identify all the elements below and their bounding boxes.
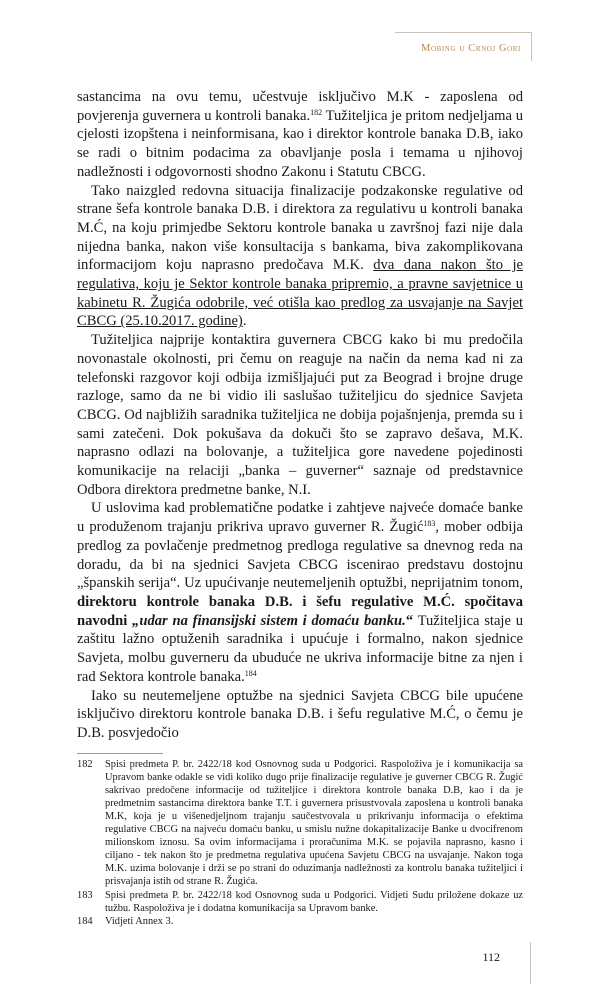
bold-text: “ <box>405 612 414 629</box>
footnote-number: 182 <box>77 758 93 770</box>
text-run: sastancima na ovu temu, učestvuje isključivo M.K - zaposlena od povjerenja guvernera u kontroli banaka. <box>77 89 523 124</box>
footnote <box>77 915 523 928</box>
text-run: , mober odbija predlog za povlačenje predmetnog predloga regulative sa dnevnog reda na doradu, da bi na sjednici Savjeta CBCG iscenirao predstavu dostojnu „španskih serija“. Uz upućivanje neutemeljenih optužbi, neprijatnim tonom, <box>77 519 523 592</box>
text-run: Tako naizgled redovna situacija finalizacije podzakonske regulative od strane šefa kontrole banaka D.B. i direktora za regulativu u kontroli banaka M.Ć, na koju primjedbe Sektoru kontrole banaka u završnoj fazi nije dala nijedna banka, nakon više konsultacija s bankama, biva zakomplikovana informacijom koju naprasno predočava M.K. <box>77 182 523 274</box>
footnote-text: Spisi predmeta P. br. 2422/18 kod Osnovnog suda u Podgorici. Raspoloživa je i komunikacija sa Upravom banke odakle se vidi koliko dugo prije finalizacije regulative je guverner CBCG R. Žugić sakrivao predočene informacije od tužiteljice i direktora kontrole banaka D.B, kao i da je predmetnim sastancima direktora banke T.T. i guvernera prisustvovala zaposlena u kontroli banaka M.K, koja je u višenedjeljnom trajanju saučestvovala u prikrivanju informacija o efektima regulative CBCG na najveću domaću banku, u smislu nužne dokapitalizacije Banke u dvocifrenom milionskom iznosu. Sa ovim informacijama i proračunima M.K. se pojavila naprasno, kasno i ciljano - tek nakon što je predmetna regulativa upućena Savjetu CBCG na usvajanje. Nakon toga M.K. uzima bolovanje i drži se po strani do oduzimanja nadležnosti za kontrolu banaka tužiteljici i prisvajanja istih od strane R. Žugića. <box>105 758 523 888</box>
paragraph <box>77 499 523 686</box>
footnote-text: Spisi predmeta P. br. 2422/18 kod Osnovnog suda u Podgorici. Vidjeti Sudu priložene dokaze uz tužbu. Raspoloživa je i dodatna komunikacija sa Upravom banke. <box>105 889 523 914</box>
bold-italic-text: „udar na finansijski sistem i domaću banku. <box>132 612 406 629</box>
footnote-number: 183 <box>77 889 93 901</box>
paragraph <box>77 331 523 499</box>
text-run: Tužiteljica je pritom nedjeljama u cjelosti izopštena i neinformisana, kao i direktor kontrole banaka D.B, iako se radi o bitnim podacima za obavljanje posla i temama u njihovoj nadležnosti i odgovornosti shodno Zakonu i Statutu CBCG. <box>77 107 523 180</box>
footnote-ref[interactable]: 184 <box>244 668 257 678</box>
bold-text: direktoru kontrole banaka D.B. i šefu regulative M.Ć. spočitava navodni <box>77 593 523 629</box>
footnote-number: 184 <box>77 915 93 927</box>
footnote-ref[interactable]: 183 <box>423 519 436 529</box>
paragraph <box>77 88 523 182</box>
running-title: Mobing u Crnoj Gori <box>421 43 521 54</box>
page-footer <box>77 942 523 986</box>
text-run: . <box>242 313 247 330</box>
page-number: 112 <box>482 949 500 964</box>
text-run: Tužiteljica najprije kontaktira guvernera CBCG kako bi mu predočila novonastale okolnosti, pri čemu on reaguje na način da nema kad ni za telefonski razgovor koji odbija izmišljajući put za Beograd i brojne druge razloge, samo da ne bi vidio ili saslušao tužiteljicu do sjednice Savjeta CBCG. Od najbližih saradnika tužiteljica ne dobija pojašnjenja, premda su i sami zatečeni. Dok pokušava da dokuči što se zapravo dešava, M.K. naprasno odlazi na bolovanje, a tužiteljica gore navedene pojedinosti komunikacije na relaciji „banka – guverner“ saznaje od predstavnice Odbora direktora predmetne banke, N.I. <box>77 332 523 498</box>
text-run: Iako su neutemeljene optužbe na sjednici Savjeta CBCG bile upućene isključivo direktoru kontrole banaka D.B. i šefu regulative M.Ć, o čemu je D.B. posvjedočio <box>77 687 523 741</box>
text-run: U uslovima kad problematične podatke i zahtjeve najveće domaće banke u produženom trajanju prikriva upravo guverner R. Žugić <box>77 500 523 536</box>
text-run: Tužiteljica staje u zaštitu lažno optuženih saradnika i upućuje i formalno, nakon sjednice Savjeta, molbu guverneru da ubuduće ne ukriva informacije bitne za njen i rad Sektora kontrole banaka. <box>77 612 523 685</box>
underlined-text: dva dana nakon što je regulativa, koju je Sektor kontrole banaka pripremio, a pravne savjetnice u kabinetu R. Žugića odobrile, već otišla kao predlog za usvajanje na Savjet CBCG (25.10.2017. godine) <box>77 257 523 330</box>
paragraph <box>77 687 523 743</box>
footnote-text: Vidjeti Annex 3. <box>105 915 174 927</box>
footnote <box>77 758 523 889</box>
footnote-ref[interactable]: 182 <box>310 107 323 117</box>
body-text <box>77 88 523 743</box>
footnote <box>77 889 523 915</box>
page-content <box>77 0 523 986</box>
footnotes <box>77 758 523 928</box>
footnote-divider <box>77 753 163 754</box>
paragraph <box>77 182 523 332</box>
page-number-rule <box>530 942 531 984</box>
